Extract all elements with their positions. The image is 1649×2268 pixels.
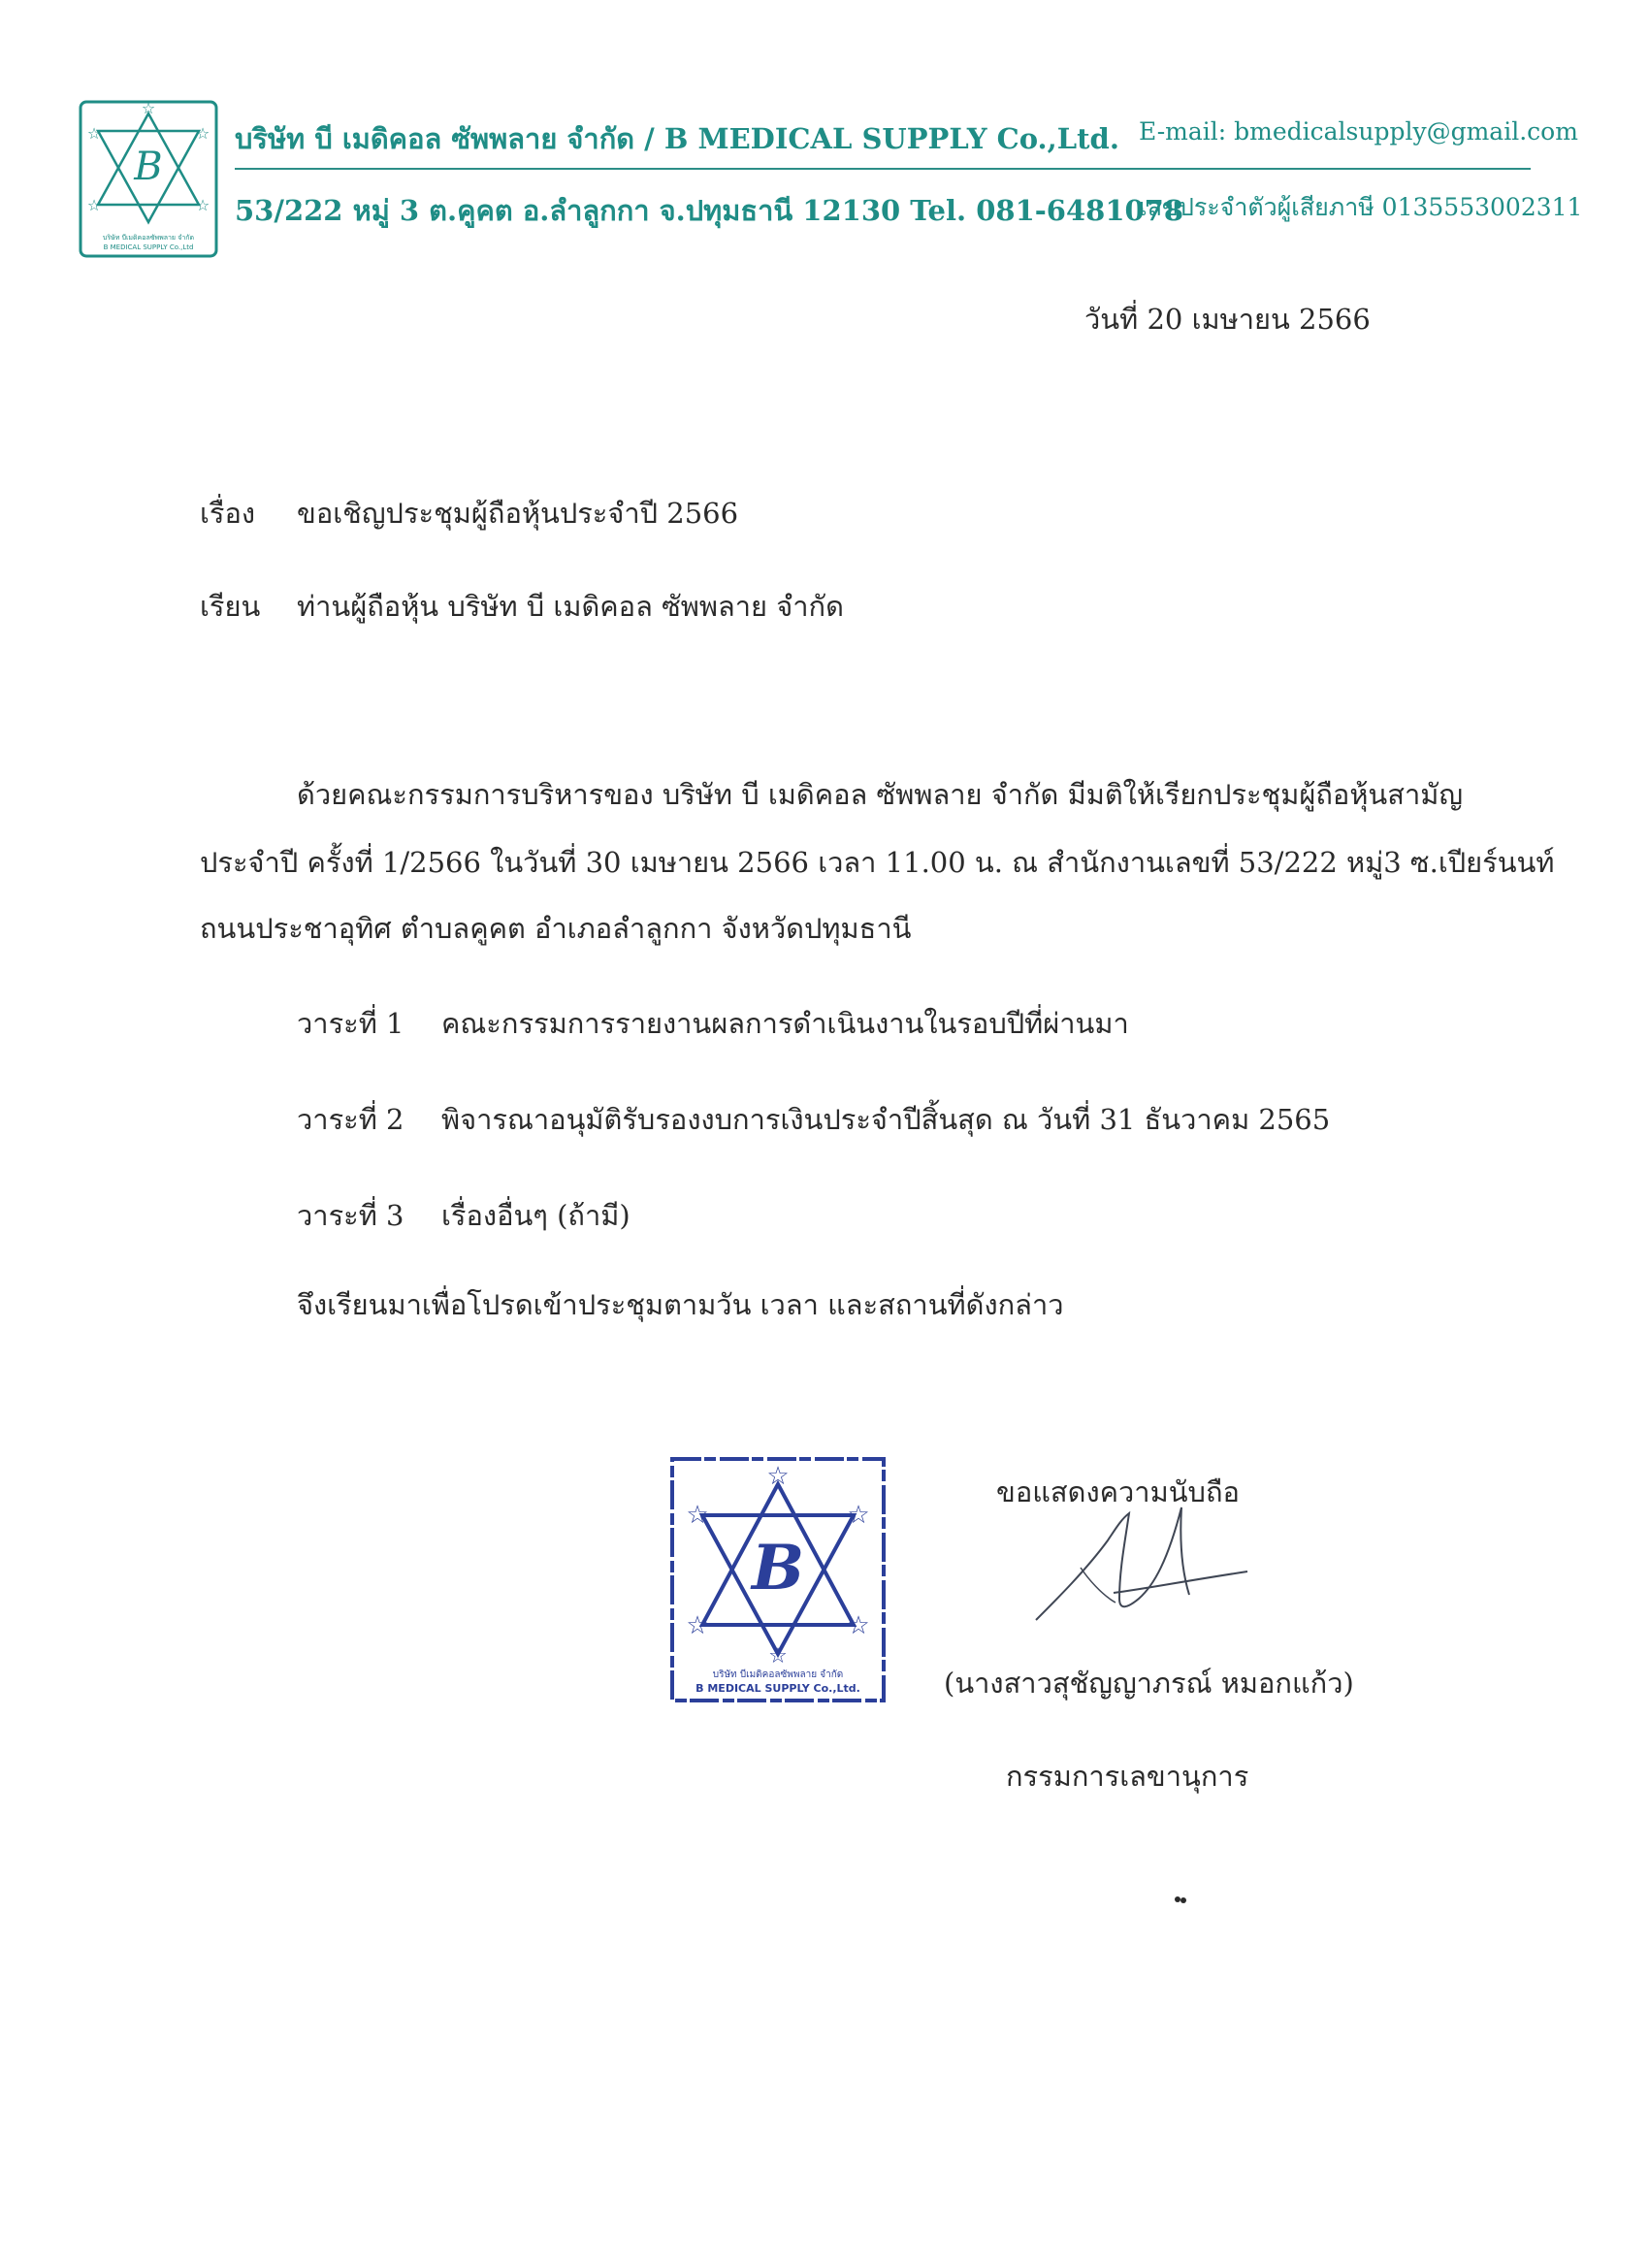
stamp-letter: B — [751, 1532, 805, 1604]
closing-line: จึงเรียนมาเพื่อโปรดเข้าประชุมตามวัน เวลา และสถานที่ดังกล่าว — [297, 1288, 1064, 1321]
subject-text: ขอเชิญประชุมผู้ถือหุ้นประจำปี 2566 — [297, 497, 739, 530]
agenda-3-text: เรื่องอื่นๆ (ถ้ามี) — [441, 1199, 630, 1232]
recipient-label: เรียน — [200, 590, 261, 623]
logo-caption-th: บริษัท บีเมดิคอลซัพพลาย จำกัด — [102, 234, 195, 242]
logo-letter: B — [134, 145, 163, 189]
svg-text:☆: ☆ — [86, 196, 102, 214]
svg-text:☆: ☆ — [686, 1501, 709, 1530]
stamp-caption-en: B MEDICAL SUPPLY Co.,Ltd. — [695, 1682, 860, 1695]
letter-date: วันที่ 20 เมษายน 2566 — [1084, 303, 1371, 336]
closing-regards: ขอแสดงความนับถือ — [996, 1475, 1240, 1508]
recipient-text: ท่านผู้ถือหุ้น บริษัท บี เมดิคอล ซัพพลาย จำกัด — [297, 590, 844, 623]
paragraph-line-1: ด้วยคณะกรรมการบริหารของ บริษัท บี เมดิคอล ซัพพลาย จำกัด มีมติให้เรียกประชุมผู้ถือหุ้นสามัญ — [297, 778, 1464, 811]
svg-text:☆: ☆ — [141, 100, 156, 117]
subject-label: เรื่อง — [200, 497, 256, 530]
agenda-1-label: วาระที่ 1 — [297, 1007, 404, 1040]
agenda-1-text: คณะกรรมการรายงานผลการดำเนินงานในรอบปีที่ผ่านมา — [441, 1007, 1129, 1040]
logo-caption-en: B MEDICAL SUPPLY Co.,Ltd — [103, 243, 194, 251]
agenda-3-label: วาระที่ 3 — [297, 1199, 404, 1232]
company-email: E-mail: bmedicalsupply@gmail.com — [1139, 117, 1578, 146]
company-stamp — [668, 1455, 888, 1704]
handwritten-signature — [1018, 1502, 1251, 1628]
svg-text:☆: ☆ — [195, 196, 210, 214]
paragraph-line-3: ถนนประชาอุทิศ ตำบลคูคต อำเภอลำลูกกา จังหวัดปทุมธานี — [200, 912, 912, 945]
svg-text:☆: ☆ — [195, 124, 210, 143]
agenda-2-text: พิจารณาอนุมัติรับรองงบการเงินประจำปีสิ้นสุด ณ วันที่ 31 ธันวาคม 2565 — [441, 1103, 1331, 1136]
ink-speck — [1174, 1890, 1187, 1898]
company-logo — [79, 100, 218, 258]
svg-text:☆: ☆ — [847, 1501, 870, 1530]
company-address: 53/222 หมู่ 3 ต.คูคต อ.ลำลูกกา จ.ปทุมธานี 12130 Tel. 081-6481078 — [235, 194, 1184, 227]
svg-text:☆: ☆ — [766, 1462, 790, 1491]
svg-text:☆: ☆ — [86, 124, 102, 143]
signer-position: กรรมการเลขานุการ — [1006, 1760, 1249, 1793]
svg-text:☆: ☆ — [768, 1644, 788, 1669]
signer-name: (นางสาวสุชัญญาภรณ์ หมอกแก้ว) — [944, 1667, 1354, 1700]
letterhead-divider — [235, 168, 1531, 170]
paragraph-line-2: ประจำปี ครั้งที่ 1/2566 ในวันที่ 30 เมษายน 2566 เวลา 11.00 น. ณ สำนักงานเลขที่ 53/222 หมู่3 ซ.เปียร์นนท์ — [200, 846, 1555, 879]
company-tax-id: เลขประจำตัวผู้เสียภาษี 0135553002311 — [1139, 193, 1583, 221]
svg-text:☆: ☆ — [686, 1611, 709, 1640]
svg-text:☆: ☆ — [847, 1611, 870, 1640]
agenda-2-label: วาระที่ 2 — [297, 1103, 404, 1136]
company-name: บริษัท บี เมดิคอล ซัพพลาย จำกัด / B MEDICAL SUPPLY Co.,Ltd. — [235, 122, 1119, 155]
stamp-caption-th: บริษัท บีเมดิคอลซัพพลาย จำกัด — [712, 1669, 844, 1680]
